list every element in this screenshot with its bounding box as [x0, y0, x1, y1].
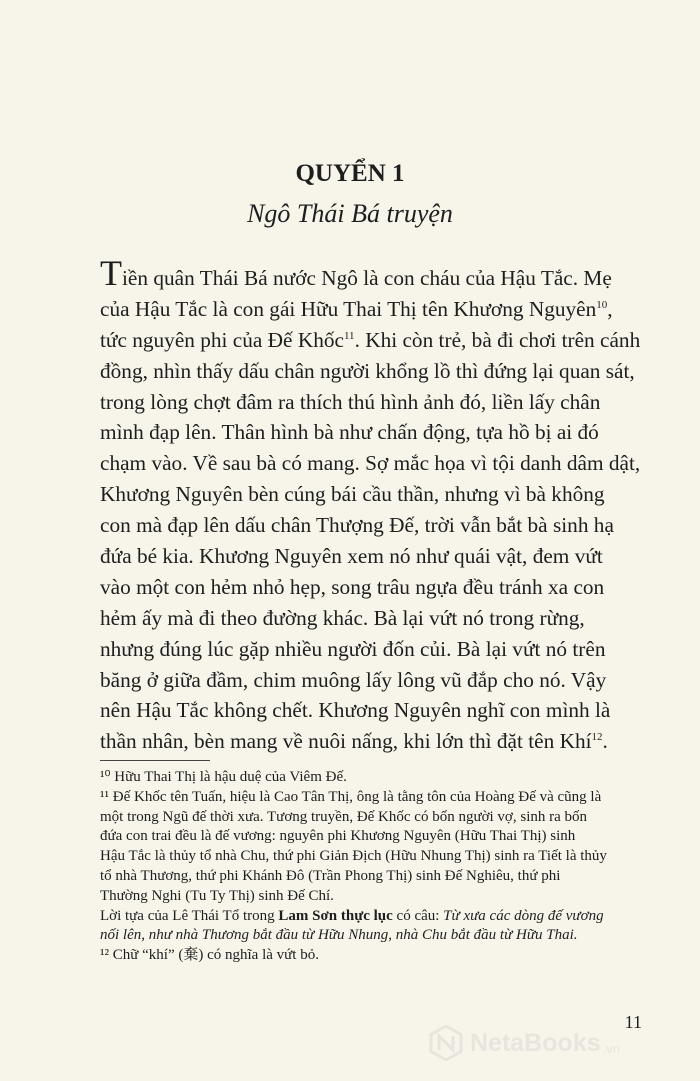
footnote-divider: [100, 760, 210, 761]
body-line: nên Hậu Tắc không chết. Khương Nguyên nghĩ con mình là: [100, 698, 611, 723]
body-line: trong lòng chợt đâm ra thích thú hình ảnh đó, liền lấy chân: [100, 389, 601, 414]
watermark-suffix: .vn: [602, 1040, 620, 1056]
footnote-11-quote-cont: nối lên, như nhà Thương bắt đầu từ Hữu Nhung, nhà Chu bắt đầu từ Hữu Thai.: [100, 927, 578, 944]
body-line: vào một con hẻm nhỏ hẹp, song trâu ngựa đều tránh xa con: [100, 574, 605, 599]
body-line: của Hậu Tắc là con gái Hữu Thai Thị tên Khương Nguyên$^{10}$,: [100, 296, 613, 321]
watermark-brand: NetaBooks: [470, 1028, 601, 1057]
footnote-ref-11: 11: [343, 329, 355, 342]
chapter-subtitle: Ngô Thái Bá truyện: [247, 199, 453, 228]
footnote-11-line: Thường Nghi (Tu Ty Thị) sinh Đế Chí.: [100, 887, 334, 904]
footnote-11-line: một trong Ngũ đế thời xưa. Tương truyền, Đế Khốc có bốn người vợ, sinh ra bốn: [100, 808, 588, 825]
body-line: chạm vào. Về sau bà có mang. Sợ mắc họa vì tội danh dâm dật,: [100, 451, 641, 476]
chapter-title: QUYỂN 1: [295, 160, 405, 187]
body-line: đứa bé kia. Khương Nguyên xem nó như quái vật, đem vứt: [100, 544, 603, 569]
footnote-11-quote: Lời tựa của Lê Thái Tổ trong Lam Sơn thực lục có câu: Từ xưa các dòng đế vương: [100, 907, 604, 924]
footnote-11-line: đứa con trai đều là đế vương: nguyên phi Khương Nguyên (Hữu Thai Thị) sinh: [100, 828, 576, 845]
drop-cap: T: [100, 253, 122, 293]
watermark: [428, 1021, 620, 1065]
body-line: Khương Nguyên bèn cúng bái cầu thần, nhưng vì bà không: [100, 482, 605, 507]
footnote-11-line: ¹¹ Đế Khốc tên Tuấn, hiệu là Cao Tân Thị, ông là tằng tôn của Hoàng Đế và cũng là: [100, 788, 602, 805]
footnote-11-line: Hậu Tắc là thủy tổ nhà Chu, thứ phi Giản Địch (Hữu Nhung Thị) sinh ra Tiết là thủy: [100, 848, 607, 865]
body-line: tức nguyên phi của Đế Khốc$^{11}$. Khi còn trẻ, bà đi chơi trên cánh: [100, 327, 641, 352]
footnote-11-line: tổ nhà Thương, thứ phi Khánh Đô (Trần Phong Thị) sinh Đế Nghiêu, thứ phi: [100, 867, 561, 884]
body-line: hẻm ấy mà đi theo đường khác. Bà lại vứt nó trong rừng,: [100, 605, 585, 630]
footnote-12: ¹² Chữ “khí” (棄) có nghĩa là vứt bỏ.: [100, 947, 319, 964]
footnotes: [100, 768, 650, 966]
netabooks-logo-icon: [428, 1025, 464, 1061]
body-line: Tiền quân Thái Bá nước Ngô là con cháu của Hậu Tắc. Mẹ: [100, 253, 612, 293]
footnote-ref-10: 10: [596, 298, 608, 311]
body-line: con mà đạp lên dấu chân Thượng Đế, trời vẫn bắt bà sinh hạ: [100, 513, 614, 538]
footnote-ref-12: 12: [591, 731, 603, 744]
body-line: thần nhân, bèn mang về nuôi nấng, khi lớn thì đặt tên Khí$^{12}$.: [100, 729, 608, 754]
body-line: mình đạp lên. Thân hình bà như chấn động, tựa hồ bị ai đó: [100, 420, 599, 445]
body-line: nhưng đúng lúc gặp nhiều người đốn củi. Bà lại vứt nó trên: [100, 636, 606, 661]
book-title: Lam Sơn thực lục: [278, 907, 393, 924]
body-line: băng ở giữa đầm, chim muông lấy lông vũ đắp cho nó. Vậy: [100, 667, 607, 692]
body-line: đồng, nhìn thấy dấu chân người khổng lồ thì đứng lại quan sát,: [100, 358, 635, 383]
footnote-10: ¹⁰ Hữu Thai Thị là hậu duệ của Viêm Đế.: [100, 769, 347, 785]
page-number: 11: [624, 1012, 642, 1032]
body-text: [100, 253, 645, 757]
